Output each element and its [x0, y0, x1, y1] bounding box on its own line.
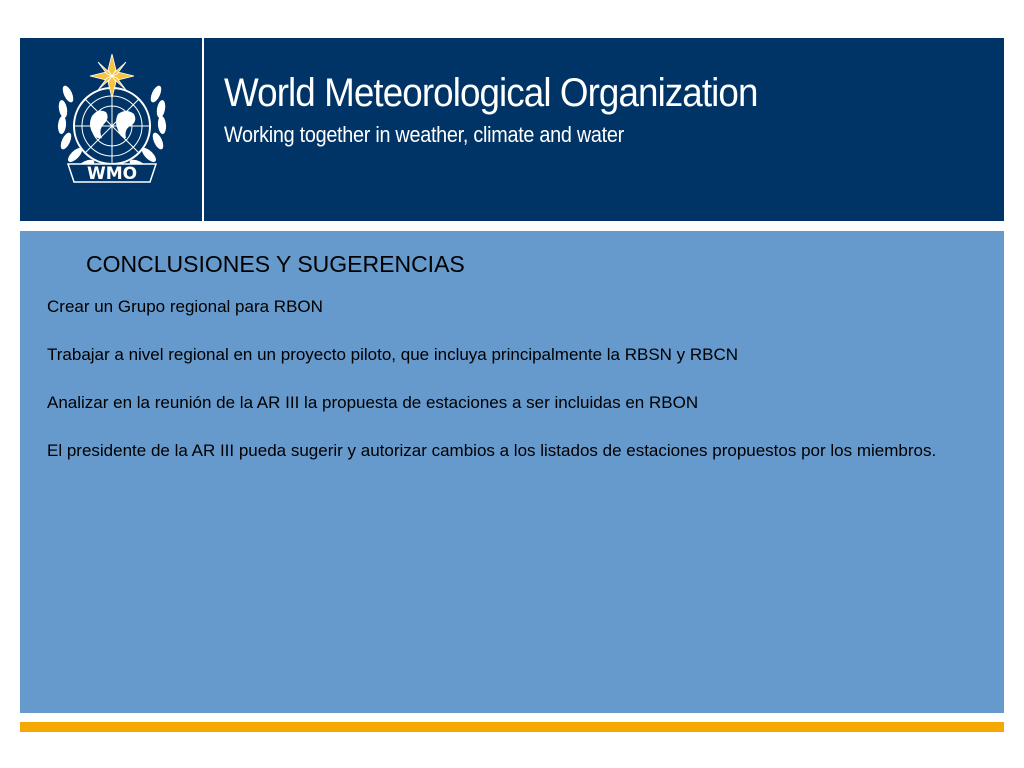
logo-text: WMO	[86, 164, 138, 184]
list-item: Crear un Grupo regional para RBON	[47, 297, 323, 316]
org-title: World Meteorological Organization	[224, 71, 758, 115]
list-item: El presidente de la AR III pueda sugerir y autorizar cambios a los listados de estaciones propuestos por los miembros.	[47, 441, 937, 460]
logo-area	[20, 38, 202, 221]
org-subtitle: Working together in weather, climate and water	[224, 122, 624, 147]
section-title: CONCLUSIONES Y SUGERENCIAS	[86, 251, 465, 277]
list-item: Analizar en la reunión de la AR III la propuesta de estaciones a ser incluidas en RBON	[47, 393, 699, 412]
header-divider	[202, 38, 204, 221]
conclusions-list	[47, 295, 977, 487]
content-panel	[20, 231, 1004, 713]
header-banner	[20, 38, 1004, 221]
wmo-emblem-icon	[54, 54, 170, 184]
list-item: Trabajar a nivel regional en un proyecto piloto, que incluya principalmente la RBSN y RBCN	[47, 345, 739, 364]
footer-accent-bar	[20, 722, 1004, 732]
